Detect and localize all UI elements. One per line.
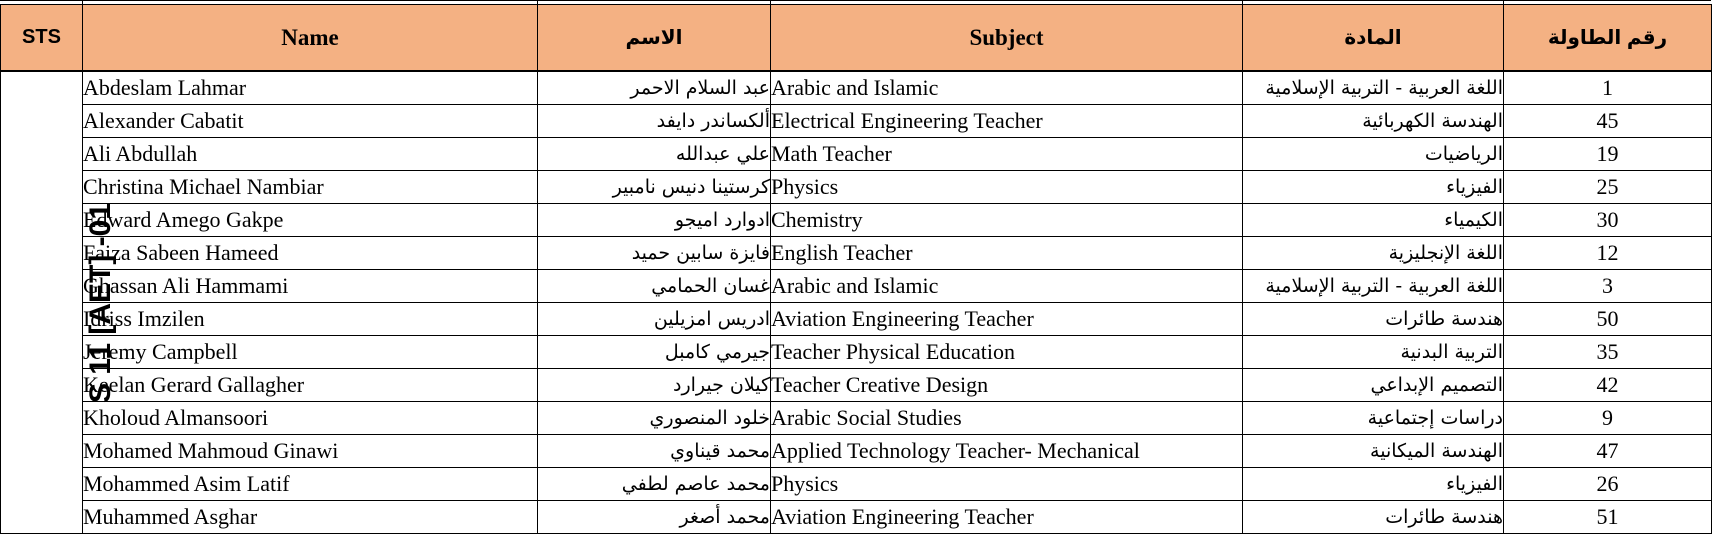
subject-arabic-cell: هندسة طائرات [1243, 303, 1504, 336]
staff-roster-table [0, 4, 1712, 534]
table-row [1, 270, 1712, 303]
name-arabic-cell: عبد السلام الاحمر [538, 71, 771, 105]
name-arabic-cell: محمد عاصم لطفي [538, 468, 771, 501]
name-arabic-cell: محمد قيناوي [538, 435, 771, 468]
name-arabic-cell: فايزة سابين حميد [538, 237, 771, 270]
table-number-cell: 26 [1504, 468, 1712, 501]
name-cell: Christina Michael Nambiar [83, 171, 538, 204]
table-number-cell: 25 [1504, 171, 1712, 204]
table-number-cell: 12 [1504, 237, 1712, 270]
name-arabic-cell: ادريس امزيلين [538, 303, 771, 336]
subject-cell: Applied Technology Teacher- Mechanical [771, 435, 1243, 468]
name-cell: Keelan Gerard Gallagher [83, 369, 538, 402]
name-arabic-cell: ألكساندر دايفد [538, 105, 771, 138]
name-cell: Ali Abdullah [83, 138, 538, 171]
table-row [1, 336, 1712, 369]
name-cell: Abdeslam Lahmar [83, 71, 538, 105]
name-arabic-cell: ادوارد اميجو [538, 204, 771, 237]
subject-arabic-cell: الفيزياء [1243, 468, 1504, 501]
subject-arabic-cell: اللغة العربية - التربية الإسلامية [1243, 270, 1504, 303]
table-row [1, 501, 1712, 534]
table-row [1, 369, 1712, 402]
subject-cell: Arabic and Islamic [771, 270, 1243, 303]
subject-arabic-cell: الرياضيات [1243, 138, 1504, 171]
header-name: Name [83, 5, 538, 72]
table-number-cell: 30 [1504, 204, 1712, 237]
table-number-cell: 47 [1504, 435, 1712, 468]
subject-cell: Electrical Engineering Teacher [771, 105, 1243, 138]
table-row [1, 468, 1712, 501]
name-arabic-cell: غسان الحمامي [538, 270, 771, 303]
subject-arabic-cell: التربية البدنية [1243, 336, 1504, 369]
name-cell: Mohamed Mahmoud Ginawi [83, 435, 538, 468]
header-subject-arabic: المادة [1243, 5, 1504, 72]
name-cell: Alexander Cabatit [83, 105, 538, 138]
table-number-cell: 51 [1504, 501, 1712, 534]
name-arabic-cell: كيلان جيرارد [538, 369, 771, 402]
group-cell [1, 71, 118, 534]
table-row [1, 435, 1712, 468]
table-row [1, 138, 1712, 171]
table-number-cell: 35 [1504, 336, 1712, 369]
table-header [1, 5, 1712, 72]
name-cell: Ghassan Ali Hammami [83, 270, 538, 303]
subject-cell: Math Teacher [771, 138, 1243, 171]
subject-cell: Teacher Physical Education [771, 336, 1243, 369]
table-number-cell: 45 [1504, 105, 1712, 138]
subject-arabic-cell: اللغة الإنجليزية [1243, 237, 1504, 270]
table-row [1, 237, 1712, 270]
subject-cell: Aviation Engineering Teacher [771, 303, 1243, 336]
table-row [1, 71, 1712, 105]
table-number-cell: 1 [1504, 71, 1712, 105]
name-cell: Idriss Imzilen [83, 303, 538, 336]
table-row [1, 402, 1712, 435]
subject-cell: Arabic Social Studies [771, 402, 1243, 435]
name-cell: Jeremy Campbell [83, 336, 538, 369]
table-row [1, 204, 1712, 237]
subject-arabic-cell: الهندسة الكهربائية [1243, 105, 1504, 138]
table-row [1, 171, 1712, 204]
name-cell: Mohammed Asim Latif [83, 468, 538, 501]
table-number-cell: 50 [1504, 303, 1712, 336]
subject-arabic-cell: اللغة العربية - التربية الإسلامية [1243, 71, 1504, 105]
table-number-cell: 19 [1504, 138, 1712, 171]
table-number-cell: 9 [1504, 402, 1712, 435]
subject-cell: Physics [771, 468, 1243, 501]
name-cell: Edward Amego Gakpe [83, 204, 538, 237]
name-arabic-cell: جيرمي كامبل [538, 336, 771, 369]
table-body [1, 71, 1712, 534]
subject-arabic-cell: دراسات إجتماعية [1243, 402, 1504, 435]
subject-cell: Arabic and Islamic [771, 71, 1243, 105]
subject-arabic-cell: الهندسة الميكانية [1243, 435, 1504, 468]
name-cell: Faiza Sabeen Hameed [83, 237, 538, 270]
subject-cell: Physics [771, 171, 1243, 204]
table-row [1, 303, 1712, 336]
table-number-cell: 3 [1504, 270, 1712, 303]
name-cell: Muhammed Asghar [83, 501, 538, 534]
header-name-arabic: الاسم [538, 5, 771, 72]
name-arabic-cell: علي عبدالله [538, 138, 771, 171]
name-arabic-cell: خلود المنصوري [538, 402, 771, 435]
subject-arabic-cell: التصميم الإبداعي [1243, 369, 1504, 402]
name-arabic-cell: محمد أصغر [538, 501, 771, 534]
subject-cell: Teacher Creative Design [771, 369, 1243, 402]
subject-arabic-cell: الفيزياء [1243, 171, 1504, 204]
header-subject: Subject [771, 5, 1243, 72]
subject-cell: Aviation Engineering Teacher [771, 501, 1243, 534]
subject-cell: English Teacher [771, 237, 1243, 270]
name-cell: Kholoud Almansoori [83, 402, 538, 435]
table-number-cell: 42 [1504, 369, 1712, 402]
subject-arabic-cell: الكيمياء [1243, 204, 1504, 237]
subject-arabic-cell: هندسة طائرات [1243, 501, 1504, 534]
group-label: S 11 [AET] -01 [84, 202, 118, 403]
table-row [1, 105, 1712, 138]
header-sts: STS [1, 5, 83, 72]
subject-cell: Chemistry [771, 204, 1243, 237]
header-table-number: رقم الطاولة [1504, 5, 1712, 72]
name-arabic-cell: كرستينا دنيس نامبير [538, 171, 771, 204]
header-row [1, 5, 1712, 72]
